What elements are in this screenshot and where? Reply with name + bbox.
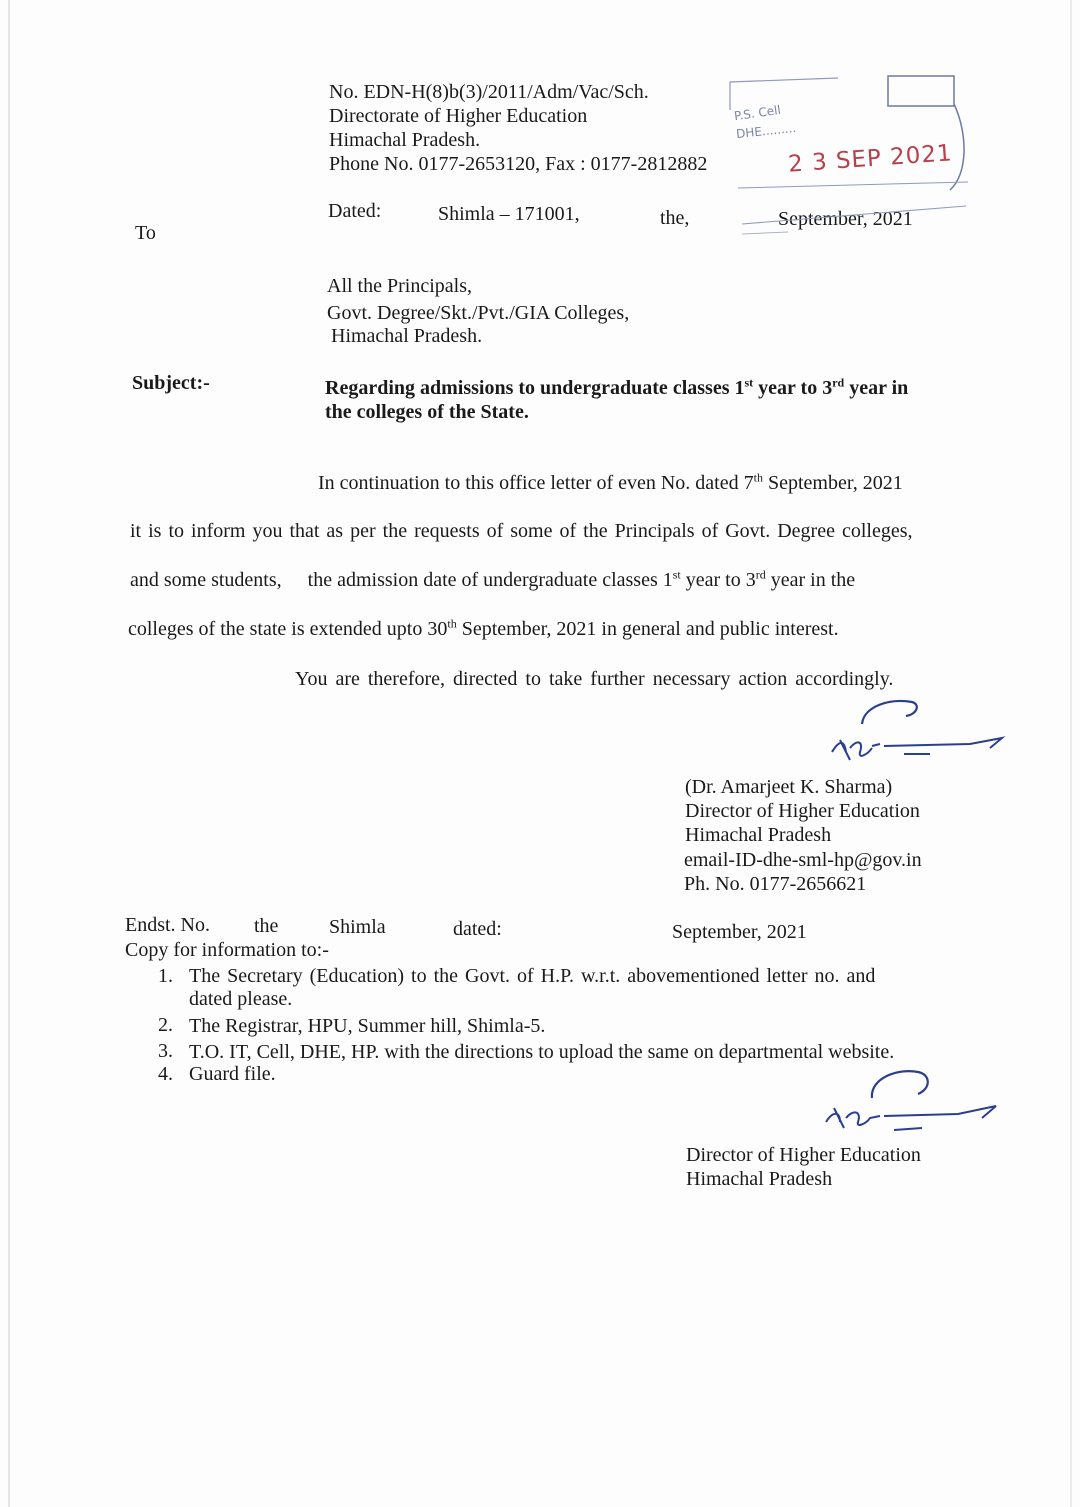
header-month-year: September, 2021	[778, 208, 913, 230]
page-right-edge	[1070, 0, 1072, 1507]
copy-item-number: 3.	[158, 1040, 173, 1062]
reference-number: No. EDN-H(8)b(3)/2011/Adm/Vac/Sch.	[329, 81, 649, 103]
signatory-email: email-ID-dhe-sml-hp@gov.in	[684, 849, 922, 871]
copy-item-number: 2.	[158, 1014, 173, 1036]
endst-dated-label: dated:	[453, 918, 502, 940]
addressee-line-3: Himachal Pradesh.	[331, 325, 483, 347]
endst-place: Shimla	[329, 916, 386, 938]
office-name: Directorate of Higher Education	[329, 105, 588, 127]
body-paragraph-2: You are therefore, directed to take further necessary action accordingly.	[295, 668, 894, 690]
handwritten-signature-2	[818, 1066, 1008, 1142]
copy-item-text-continued: dated please.	[189, 988, 293, 1010]
copy-item-number: 4.	[158, 1063, 173, 1085]
page-left-edge	[8, 0, 10, 1507]
body-line-2: it is to inform you that as per the requests of some of the Principals of Govt. Degree colleges,	[130, 520, 913, 542]
footer-signatory-state: Himachal Pradesh	[686, 1168, 833, 1190]
footer-signatory-designation: Director of Higher Education	[686, 1144, 921, 1166]
subject-line-2: the colleges of the State.	[325, 401, 529, 423]
copy-item-text: T.O. IT, Cell, DHE, HP. with the directions to upload the same on departmental website.	[189, 1041, 895, 1063]
endst-the-label: the	[254, 915, 279, 937]
copy-label: Copy for information to:-	[125, 939, 329, 961]
the-label: the,	[660, 207, 690, 229]
signatory-phone: Ph. No. 0177-2656621	[684, 873, 867, 895]
copy-item-text: The Secretary (Education) to the Govt. of H.P. w.r.t. abovementioned letter no. and	[189, 965, 876, 987]
subject-line-1: Regarding admissions to undergraduate classes 1st year to 3rd year in	[325, 375, 909, 399]
place: Shimla – 171001,	[438, 203, 580, 225]
body-line-1: In continuation to this office letter of even No. dated 7th September, 2021	[318, 470, 903, 494]
copy-item-text: The Registrar, HPU, Summer hill, Shimla-5.	[189, 1015, 546, 1037]
endst-label: Endst. No.	[125, 914, 210, 936]
phone-fax: Phone No. 0177-2653120, Fax : 0177-2812882	[329, 153, 708, 175]
endst-month-year: September, 2021	[672, 921, 807, 943]
copy-item-text: Guard file.	[189, 1063, 276, 1085]
dated-label: Dated:	[328, 200, 382, 222]
stamp-cell-label: P.S. Cell	[733, 102, 782, 124]
signatory-state: Himachal Pradesh	[685, 824, 832, 846]
office-state: Himachal Pradesh.	[329, 129, 481, 151]
body-line-4: colleges of the state is extended upto 30th September, 2021 in general and public interest.	[128, 616, 839, 640]
signatory-name: (Dr. Amarjeet K. Sharma)	[685, 776, 893, 798]
signatory-designation: Director of Higher Education	[685, 800, 920, 822]
copy-item-number: 1.	[158, 965, 173, 987]
stamp-dhe-label: DHE.........	[735, 120, 797, 142]
body-line-3: and some students, the admission date of undergraduate classes 1st year to 3rd year in the	[130, 567, 856, 591]
addressee-line-2: Govt. Degree/Skt./Pvt./GIA Colleges,	[327, 302, 630, 324]
subject-label: Subject:-	[132, 372, 210, 394]
addressee-line-1: All the Principals,	[327, 275, 472, 297]
stamp-received-date: 2 3 SEP 2021	[787, 140, 954, 178]
handwritten-signature-1	[820, 694, 1020, 774]
to-label: To	[135, 222, 156, 244]
